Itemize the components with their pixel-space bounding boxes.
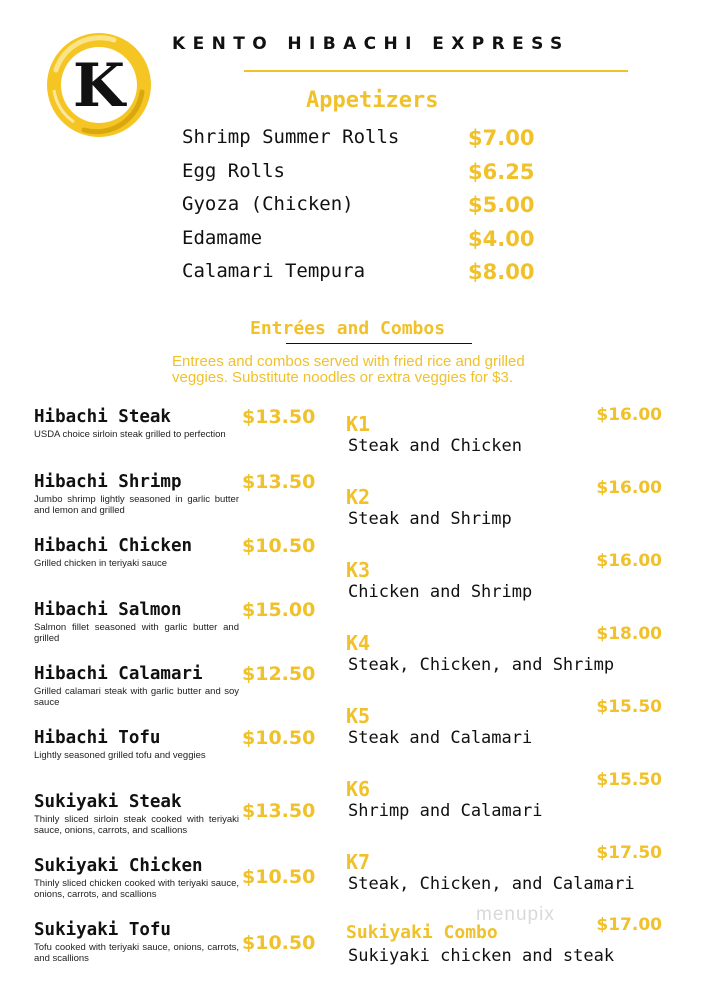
combo-price: $16.00	[596, 551, 662, 571]
entree-price: $13.50	[242, 800, 316, 822]
appetizer-name: Edamame	[182, 226, 263, 249]
entree-price: $13.50	[242, 471, 316, 493]
combo-code: K7	[346, 850, 371, 874]
combo-price: $15.50	[596, 770, 662, 790]
entree-price: $10.50	[242, 932, 316, 954]
combo-code: K4	[346, 631, 371, 655]
entree-name: Hibachi Calamari	[34, 664, 203, 684]
appetizer-name: Egg Rolls	[182, 159, 285, 182]
appetizer-item	[182, 260, 542, 294]
entree-name: Hibachi Tofu	[34, 728, 161, 748]
entree-price: $10.50	[242, 727, 316, 749]
entree-price: $15.00	[242, 599, 316, 621]
entree-price: $10.50	[242, 535, 316, 557]
entree-description: Grilled calamari steak with garlic butter and soy sauce	[34, 686, 239, 708]
entree-name: Sukiyaki Tofu	[34, 920, 171, 940]
combo-description: Steak, Chicken, and Calamari	[348, 874, 635, 894]
combo-description: Shrimp and Calamari	[348, 801, 543, 821]
entree-name: Hibachi Shrimp	[34, 472, 182, 492]
combo-description: Steak, Chicken, and Shrimp	[348, 655, 615, 675]
entree-name: Sukiyaki Chicken	[34, 856, 203, 876]
appetizer-item	[182, 126, 542, 160]
appetizer-list	[182, 126, 542, 294]
combo-code: K2	[346, 485, 371, 509]
appetizer-name: Shrimp Summer Rolls	[182, 126, 400, 148]
restaurant-name: KENTO HIBACHI EXPRESS	[172, 34, 570, 54]
appetizer-price: $5.00	[468, 193, 535, 217]
entree-description: Grilled chicken in teriyaki sauce	[34, 558, 168, 569]
appetizer-item	[182, 160, 542, 194]
entrees-note: Entrees and combos served with fried rice and grilled veggies. Substitute noodles or extra veggies for $3.	[172, 353, 525, 386]
entree-price: $10.50	[242, 866, 316, 888]
entree-description: Lightly seasoned grilled tofu and veggies	[34, 750, 206, 761]
combo-code: K5	[346, 704, 371, 728]
combo-price: $15.50	[596, 697, 662, 717]
combo-code: K6	[346, 777, 371, 801]
brand-logo	[44, 30, 154, 140]
appetizer-name: Calamari Tempura	[182, 260, 366, 282]
appetizer-name: Gyoza (Chicken)	[182, 193, 354, 215]
appetizer-item	[182, 193, 542, 227]
combo-description: Steak and Shrimp	[348, 509, 512, 529]
header-divider	[244, 70, 628, 72]
appetizer-price: $4.00	[468, 226, 535, 251]
entree-price: $12.50	[242, 663, 316, 685]
combo-description: Steak and Calamari	[348, 728, 533, 748]
appetizer-item	[182, 227, 542, 261]
entree-description: Tofu cooked with teriyaki sauce, onions, carrots, and scallions	[34, 942, 239, 964]
appetizers-heading: Appetizers	[306, 88, 439, 113]
combo-code: K3	[346, 558, 371, 582]
combo-code: Sukiyaki Combo	[346, 922, 498, 943]
entree-description: Jumbo shrimp lightly seasoned in garlic butter and lemon and grilled	[34, 494, 239, 516]
entree-description: Thinly sliced sirloin steak cooked with teriyaki sauce, onions, carrots, and scallions	[34, 814, 239, 836]
entree-name: Sukiyaki Steak	[34, 792, 182, 812]
entrees-heading: Entrées and Combos	[250, 318, 446, 339]
combo-price: $17.00	[596, 915, 662, 935]
watermark: menupix	[476, 904, 555, 925]
entree-description: USDA choice sirloin steak grilled to perfection	[34, 429, 226, 440]
combo-price: $16.00	[596, 405, 662, 425]
combo-code: K1	[346, 412, 371, 436]
appetizer-price: $8.00	[468, 260, 535, 284]
combo-description: Steak and Chicken	[348, 436, 522, 456]
entree-name: Hibachi Steak	[34, 407, 171, 427]
combo-price: $16.00	[596, 478, 662, 498]
entree-name: Hibachi Chicken	[34, 536, 193, 556]
entree-price: $13.50	[242, 406, 316, 428]
entree-description: Salmon fillet seasoned with garlic butter and grilled	[34, 622, 239, 644]
entrees-divider	[286, 343, 472, 344]
appetizer-price: $6.25	[468, 159, 535, 184]
combo-price: $18.00	[596, 624, 662, 644]
logo-letter: K	[72, 51, 126, 121]
entree-name: Hibachi Salmon	[34, 600, 182, 620]
combo-description: Chicken and Shrimp	[348, 582, 533, 602]
appetizer-price: $7.00	[468, 126, 535, 150]
entree-description: Thinly sliced chicken cooked with teriyaki sauce, onions, carrots, and scallions	[34, 878, 239, 900]
combo-price: $17.50	[596, 843, 662, 863]
combo-description: Sukiyaki chicken and steak	[348, 946, 615, 966]
